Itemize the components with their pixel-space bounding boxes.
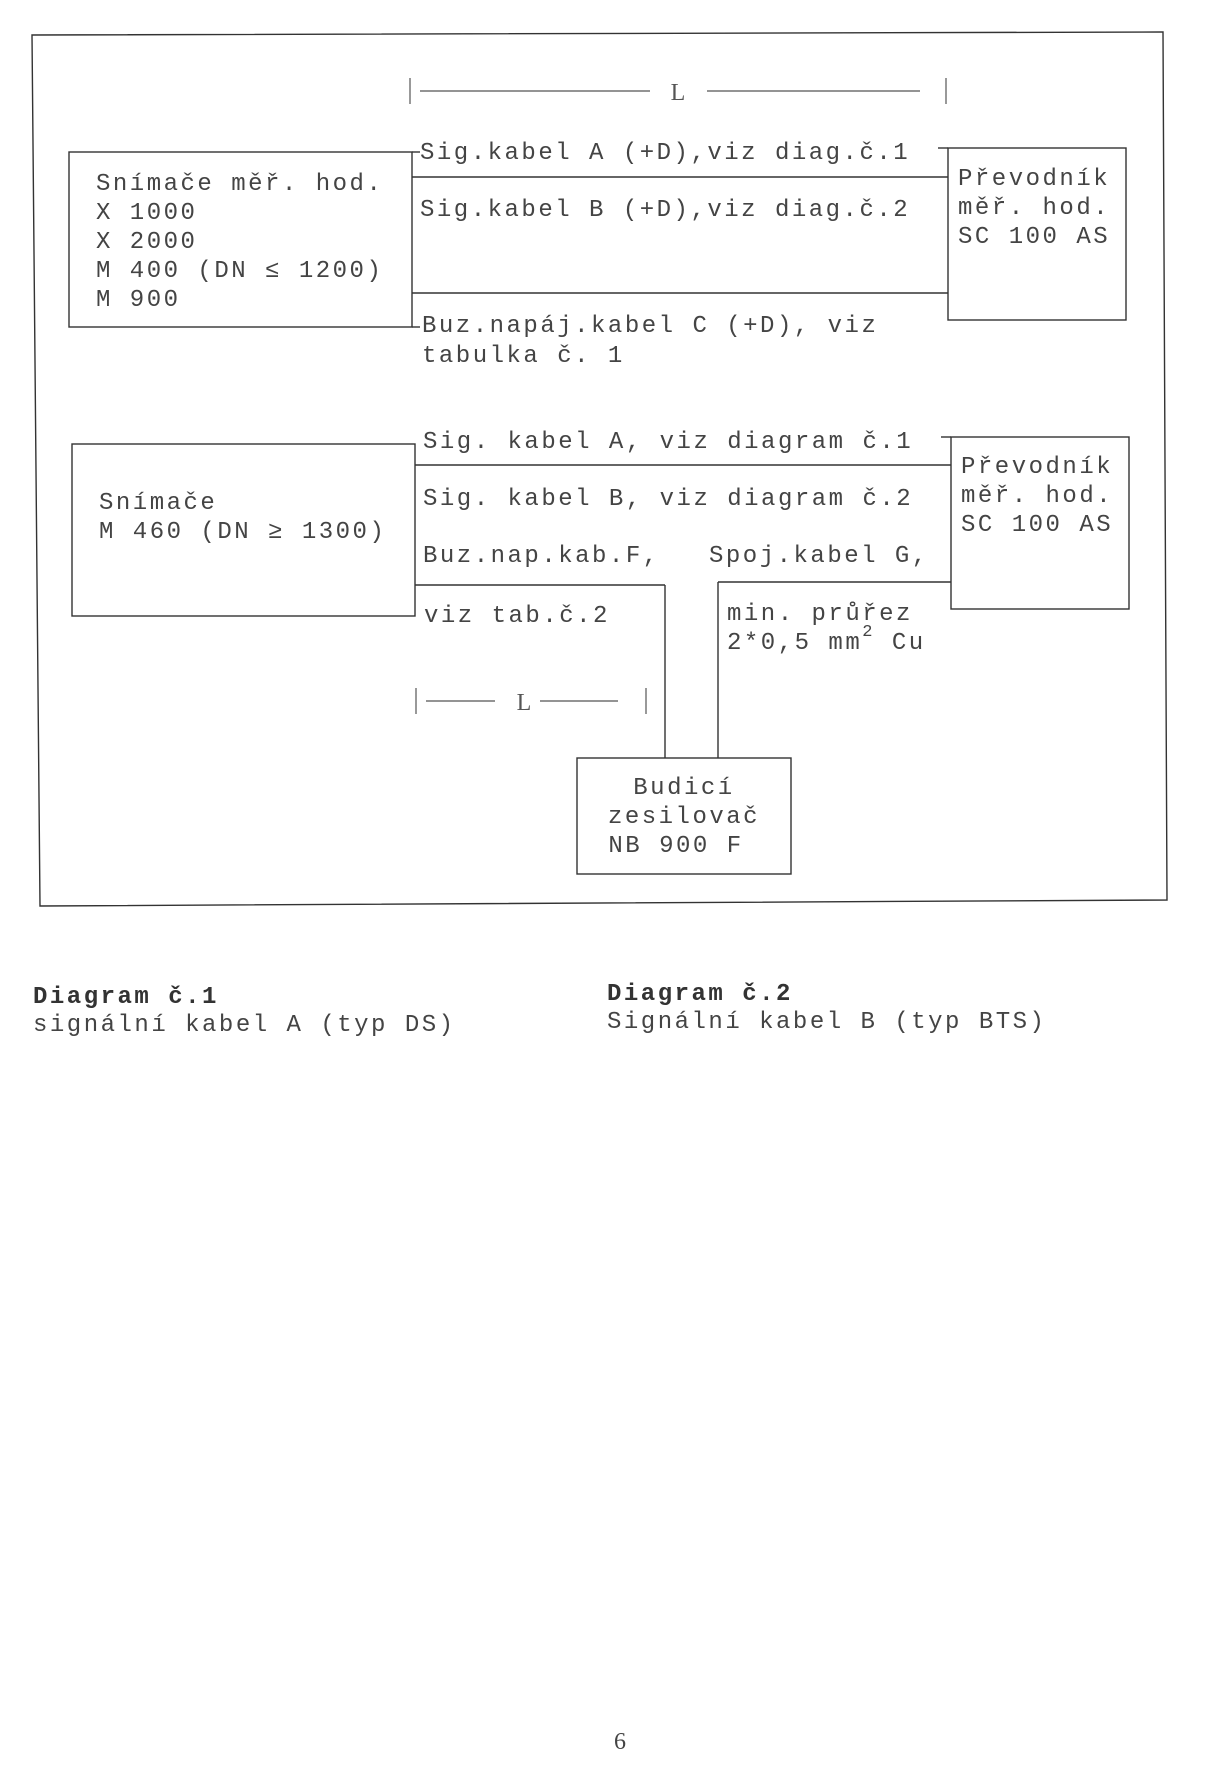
top-converter-line-3: SC 100 AS <box>958 224 1111 251</box>
top-cable-b-label: Sig.kabel B (+D),viz diag.č.2 <box>420 197 911 224</box>
diagram1-title: Diagram č.1 <box>33 984 219 1011</box>
dimension-bottom-label: L <box>516 690 532 716</box>
top-sensor-line-2: X 1000 <box>96 200 198 227</box>
bottom-cable-g-section-2: 2*0,5 $mm^2$ Cu <box>727 623 926 657</box>
amplifier-line-3: NB 900 F <box>608 833 744 860</box>
top-sensor-line-3: X 2000 <box>96 229 198 256</box>
dimension-top <box>410 78 946 106</box>
amplifier-line-2: zesilovač <box>607 804 761 831</box>
bottom-cable-g-label: Spoj.kabel G, <box>709 543 929 570</box>
top-sensor-line-5: M 900 <box>96 287 181 314</box>
top-converter-line-2: měř. hod. <box>958 195 1111 222</box>
top-cable-c-label-1: Buz.napáj.kabel C (+D), viz <box>422 313 879 340</box>
diagram2-text: Signální kabel B (typ BTS) <box>607 1009 1047 1036</box>
page-number: 6 <box>614 1729 626 1755</box>
top-converter-line-1: Převodník <box>958 166 1111 193</box>
bottom-cable-g-section-1: min. průřez <box>727 601 913 628</box>
top-cable-c-label-2: tabulka č. 1 <box>422 343 625 370</box>
bottom-sensor-line-1: Snímače <box>99 490 218 517</box>
diagram2-title: Diagram č.2 <box>607 981 793 1008</box>
dimension-bottom <box>416 688 646 716</box>
amplifier-line-1: Budicí <box>633 775 735 802</box>
dimension-top-label: L <box>670 80 686 106</box>
bottom-converter-line-2: měř. hod. <box>961 483 1114 510</box>
bottom-cable-b-label: Sig. kabel B, viz diagram č.2 <box>423 486 914 513</box>
bottom-cable-f-label: Buz.nap.kab.F, <box>423 543 660 570</box>
bottom-converter-line-3: SC 100 AS <box>961 512 1114 539</box>
top-sensor-line-1: Snímače měř. hod. <box>96 171 384 198</box>
diagram1-text: signální kabel A (typ DS) <box>33 1012 456 1039</box>
top-sensor-line-4: M 400 (DN ≤ 1200) <box>96 258 384 285</box>
bottom-cable-a-label: Sig. kabel A, viz diagram č.1 <box>423 429 914 456</box>
bottom-sensor-line-2: M 460 (DN ≥ 1300) <box>99 519 387 546</box>
top-cable-a-label: Sig.kabel A (+D),viz diag.č.1 <box>420 140 911 167</box>
bottom-cable-f-ref: viz tab.č.2 <box>424 603 610 630</box>
bottom-converter-line-1: Převodník <box>961 454 1114 481</box>
